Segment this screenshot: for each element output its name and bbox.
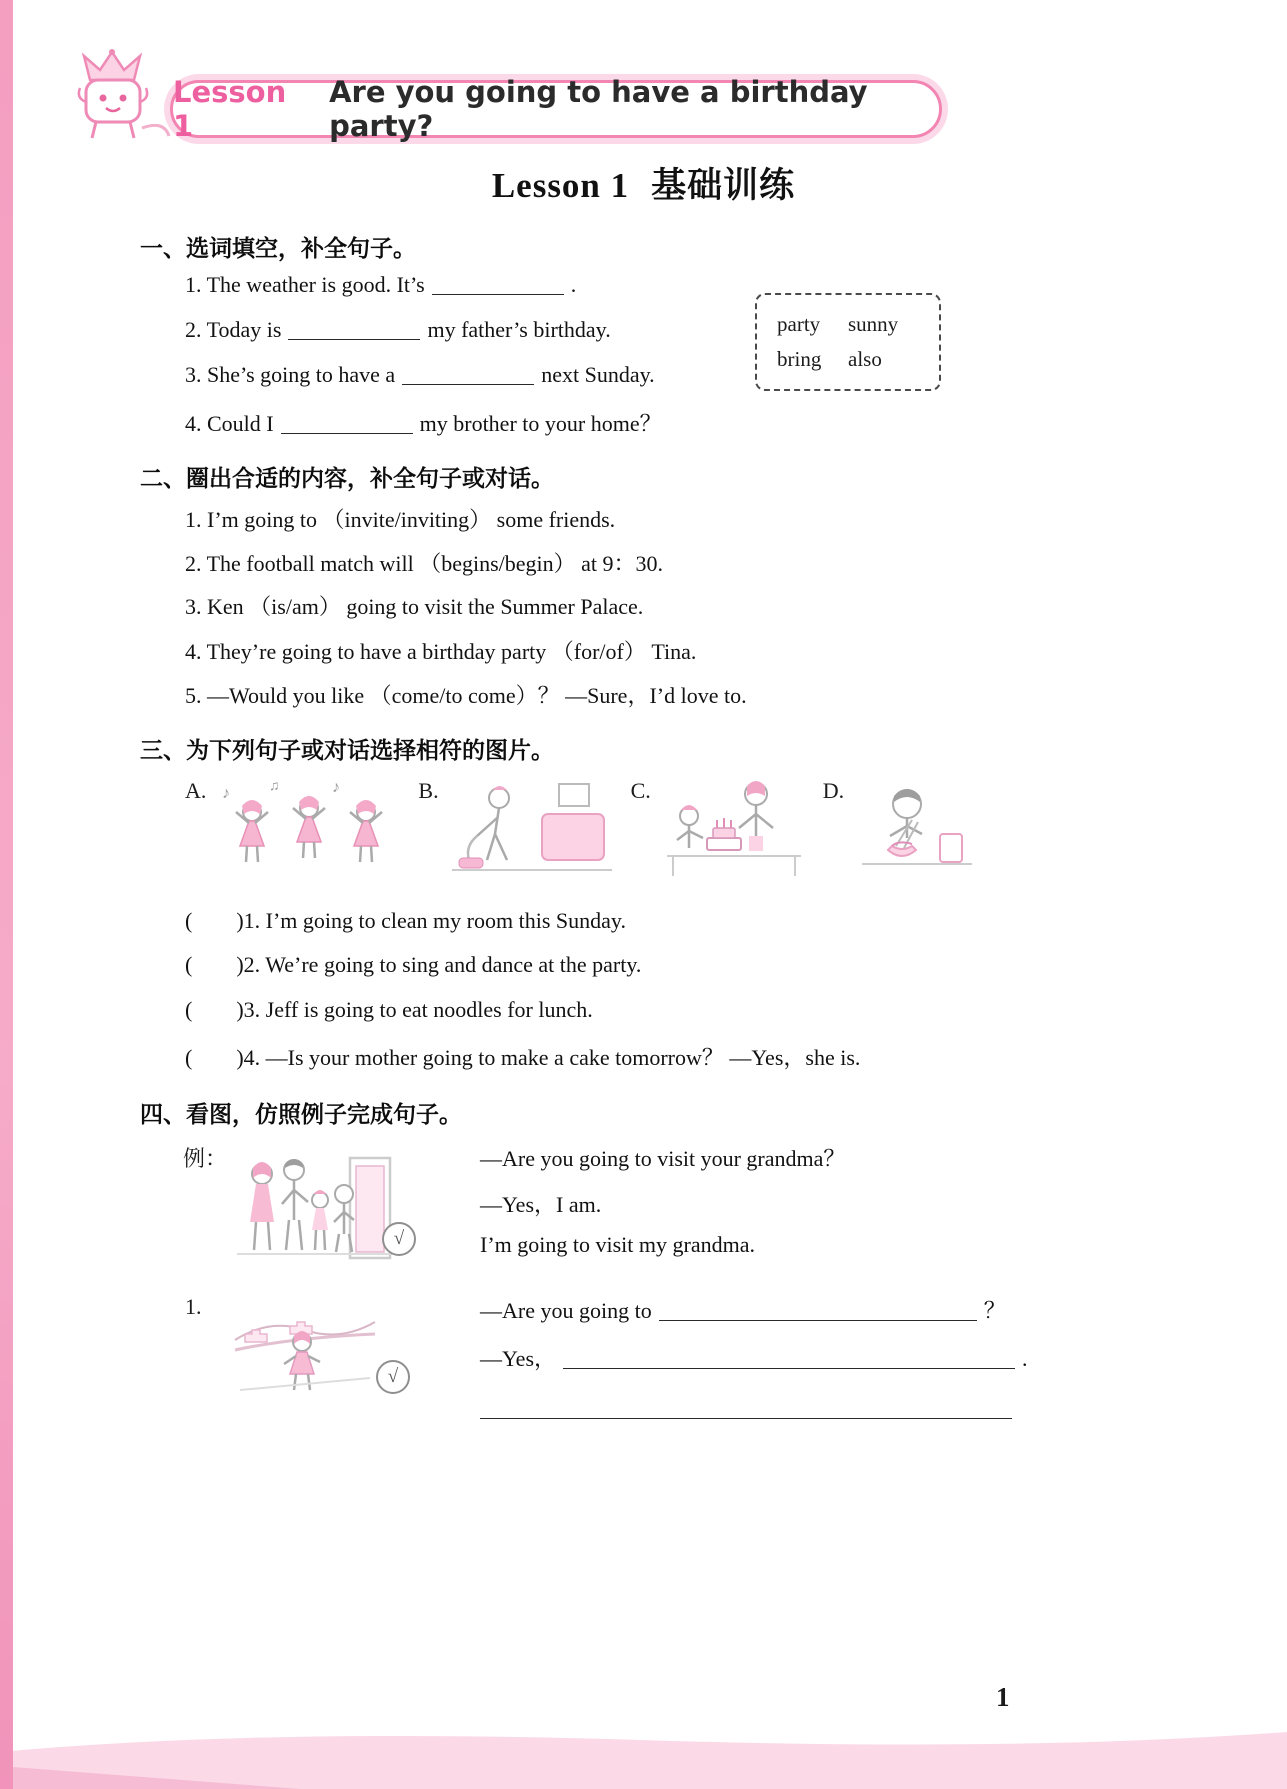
picture-option-a: [185, 776, 404, 884]
s3-item-1: [185, 908, 626, 934]
example-line-1: —Are you going to visit your grandma？: [480, 1146, 846, 1171]
item-text: 3. She’s going to have a: [185, 362, 396, 387]
svg-text:♪: ♪: [332, 779, 341, 796]
page-number: 1: [996, 1682, 1010, 1712]
item-text: —Yes，: [480, 1346, 557, 1371]
answer-blank: [563, 1349, 1015, 1369]
item-text: 4. —Is your mother going to make a cake tomorrow？ —Yes，she is.: [243, 1045, 861, 1070]
svg-text:♪: ♪: [222, 785, 231, 802]
section1-heading: 一、选词填空，补全句子。: [140, 236, 416, 262]
answer-blank: [480, 1399, 1012, 1419]
s2-item-4: 4. They’re going to have a birthday party （for/of） Tina.: [185, 639, 697, 664]
answer-blank: [659, 1301, 977, 1321]
item-text: 3. Jeff is going to eat noodles for lunch.: [243, 997, 593, 1022]
s3-item-3: [185, 997, 593, 1023]
item-text: 1. The weather is good. It’s: [185, 272, 425, 297]
header-banner: [170, 75, 942, 143]
item-text: my brother to your home？: [419, 411, 662, 436]
item-text: .: [570, 272, 577, 297]
answer-paren: ( ): [185, 952, 244, 977]
s1-item-4: [185, 407, 662, 438]
s3-item-4: [185, 1041, 860, 1072]
answer-blank: [288, 320, 420, 340]
picture-label: D.: [822, 778, 845, 803]
bottom-decoration: [0, 1714, 1287, 1789]
word-bank-word: sunny: [848, 312, 899, 336]
s1-item-1: [185, 272, 576, 298]
item-text: next Sunday.: [541, 362, 655, 387]
item-text: —Are you going to: [480, 1298, 652, 1323]
picture-option-d: [823, 776, 982, 881]
header-lesson-label: Lesson 1: [173, 75, 287, 143]
illustration-making-cake: [659, 776, 809, 881]
section3-heading: 三、为下列句子或对话选择相符的图片。: [140, 738, 554, 764]
svg-text:♫: ♫: [269, 779, 280, 794]
s4-item1-label: 1.: [185, 1294, 202, 1319]
check-mark-badge: [382, 1222, 416, 1256]
check-mark: √: [393, 1228, 405, 1249]
s4-item1-line-3: [480, 1396, 1012, 1422]
word-bank: [755, 293, 941, 391]
section4-heading: 四、看图，仿照例子完成句子。: [140, 1102, 462, 1128]
s1-item-3: [185, 362, 655, 388]
page-title: [0, 158, 1287, 208]
word-bank-word: bring: [777, 347, 822, 371]
picture-option-c: [631, 776, 809, 881]
s3-item-2: [185, 952, 641, 978]
answer-blank: [432, 275, 564, 295]
picture-option-b: [418, 776, 616, 884]
picture-label: B.: [418, 778, 439, 803]
page-title-subtitle: 基础训练: [651, 166, 796, 205]
s2-item-2: 2. The football match will （begins/begin） at 9：30.: [185, 551, 664, 576]
s2-item-3: 3. Ken （is/am） going to visit the Summer Palace.: [185, 594, 644, 619]
answer-paren: ( ): [185, 908, 244, 933]
illustration-eating-noodles: [852, 776, 982, 881]
page-title-lesson: Lesson 1: [491, 166, 630, 205]
item-text: 1. I’m going to clean my room this Sunday.: [243, 908, 626, 933]
picture-label: A.: [185, 778, 207, 803]
section2-heading: 二、圈出合适的内容，补全句子或对话。: [140, 466, 554, 492]
item-text: ？: [983, 1298, 1006, 1323]
item-text: 2. We’re going to sing and dance at the party.: [243, 952, 642, 977]
picture-options-row: [185, 776, 1015, 884]
answer-blank: [402, 365, 534, 385]
s4-item1-line-1: [480, 1294, 1006, 1325]
illustration-visiting-grandma: [232, 1148, 397, 1266]
item-text: 4. Could I: [185, 411, 274, 436]
left-edge-decoration: [0, 0, 13, 1789]
header-title: Are you going to have a birthday party?: [329, 75, 868, 143]
s4-item1-line-2: [480, 1342, 1028, 1373]
illustration-boy-cleaning: [447, 776, 617, 884]
word-bank-word: party: [777, 312, 821, 336]
answer-paren: ( ): [185, 997, 244, 1022]
example-line-3: I’m going to visit my grandma.: [480, 1232, 755, 1257]
s2-item-5: 5. —Would you like （come/to come）？ —Sure，I’d love to.: [185, 683, 747, 708]
s2-item-1: 1. I’m going to （invite/inviting） some friends.: [185, 507, 616, 532]
check-mark-badge: [376, 1360, 410, 1394]
answer-blank: [281, 414, 413, 434]
item-text: my father’s birthday.: [427, 317, 611, 342]
example-line-2: —Yes，I am.: [480, 1192, 602, 1217]
picture-label: C.: [630, 778, 651, 803]
word-bank-word: also: [848, 347, 882, 371]
item-text: 2. Today is: [185, 317, 282, 342]
check-mark: √: [387, 1366, 399, 1387]
illustration-girl-great-wall: [230, 1300, 380, 1395]
illustration-girls-dancing: [214, 776, 404, 884]
robot-mascot-icon: [72, 46, 182, 151]
s1-item-2: [185, 317, 611, 343]
answer-paren: ( ): [185, 1045, 244, 1070]
item-text: .: [1022, 1346, 1028, 1371]
example-label: 例：: [183, 1147, 228, 1172]
